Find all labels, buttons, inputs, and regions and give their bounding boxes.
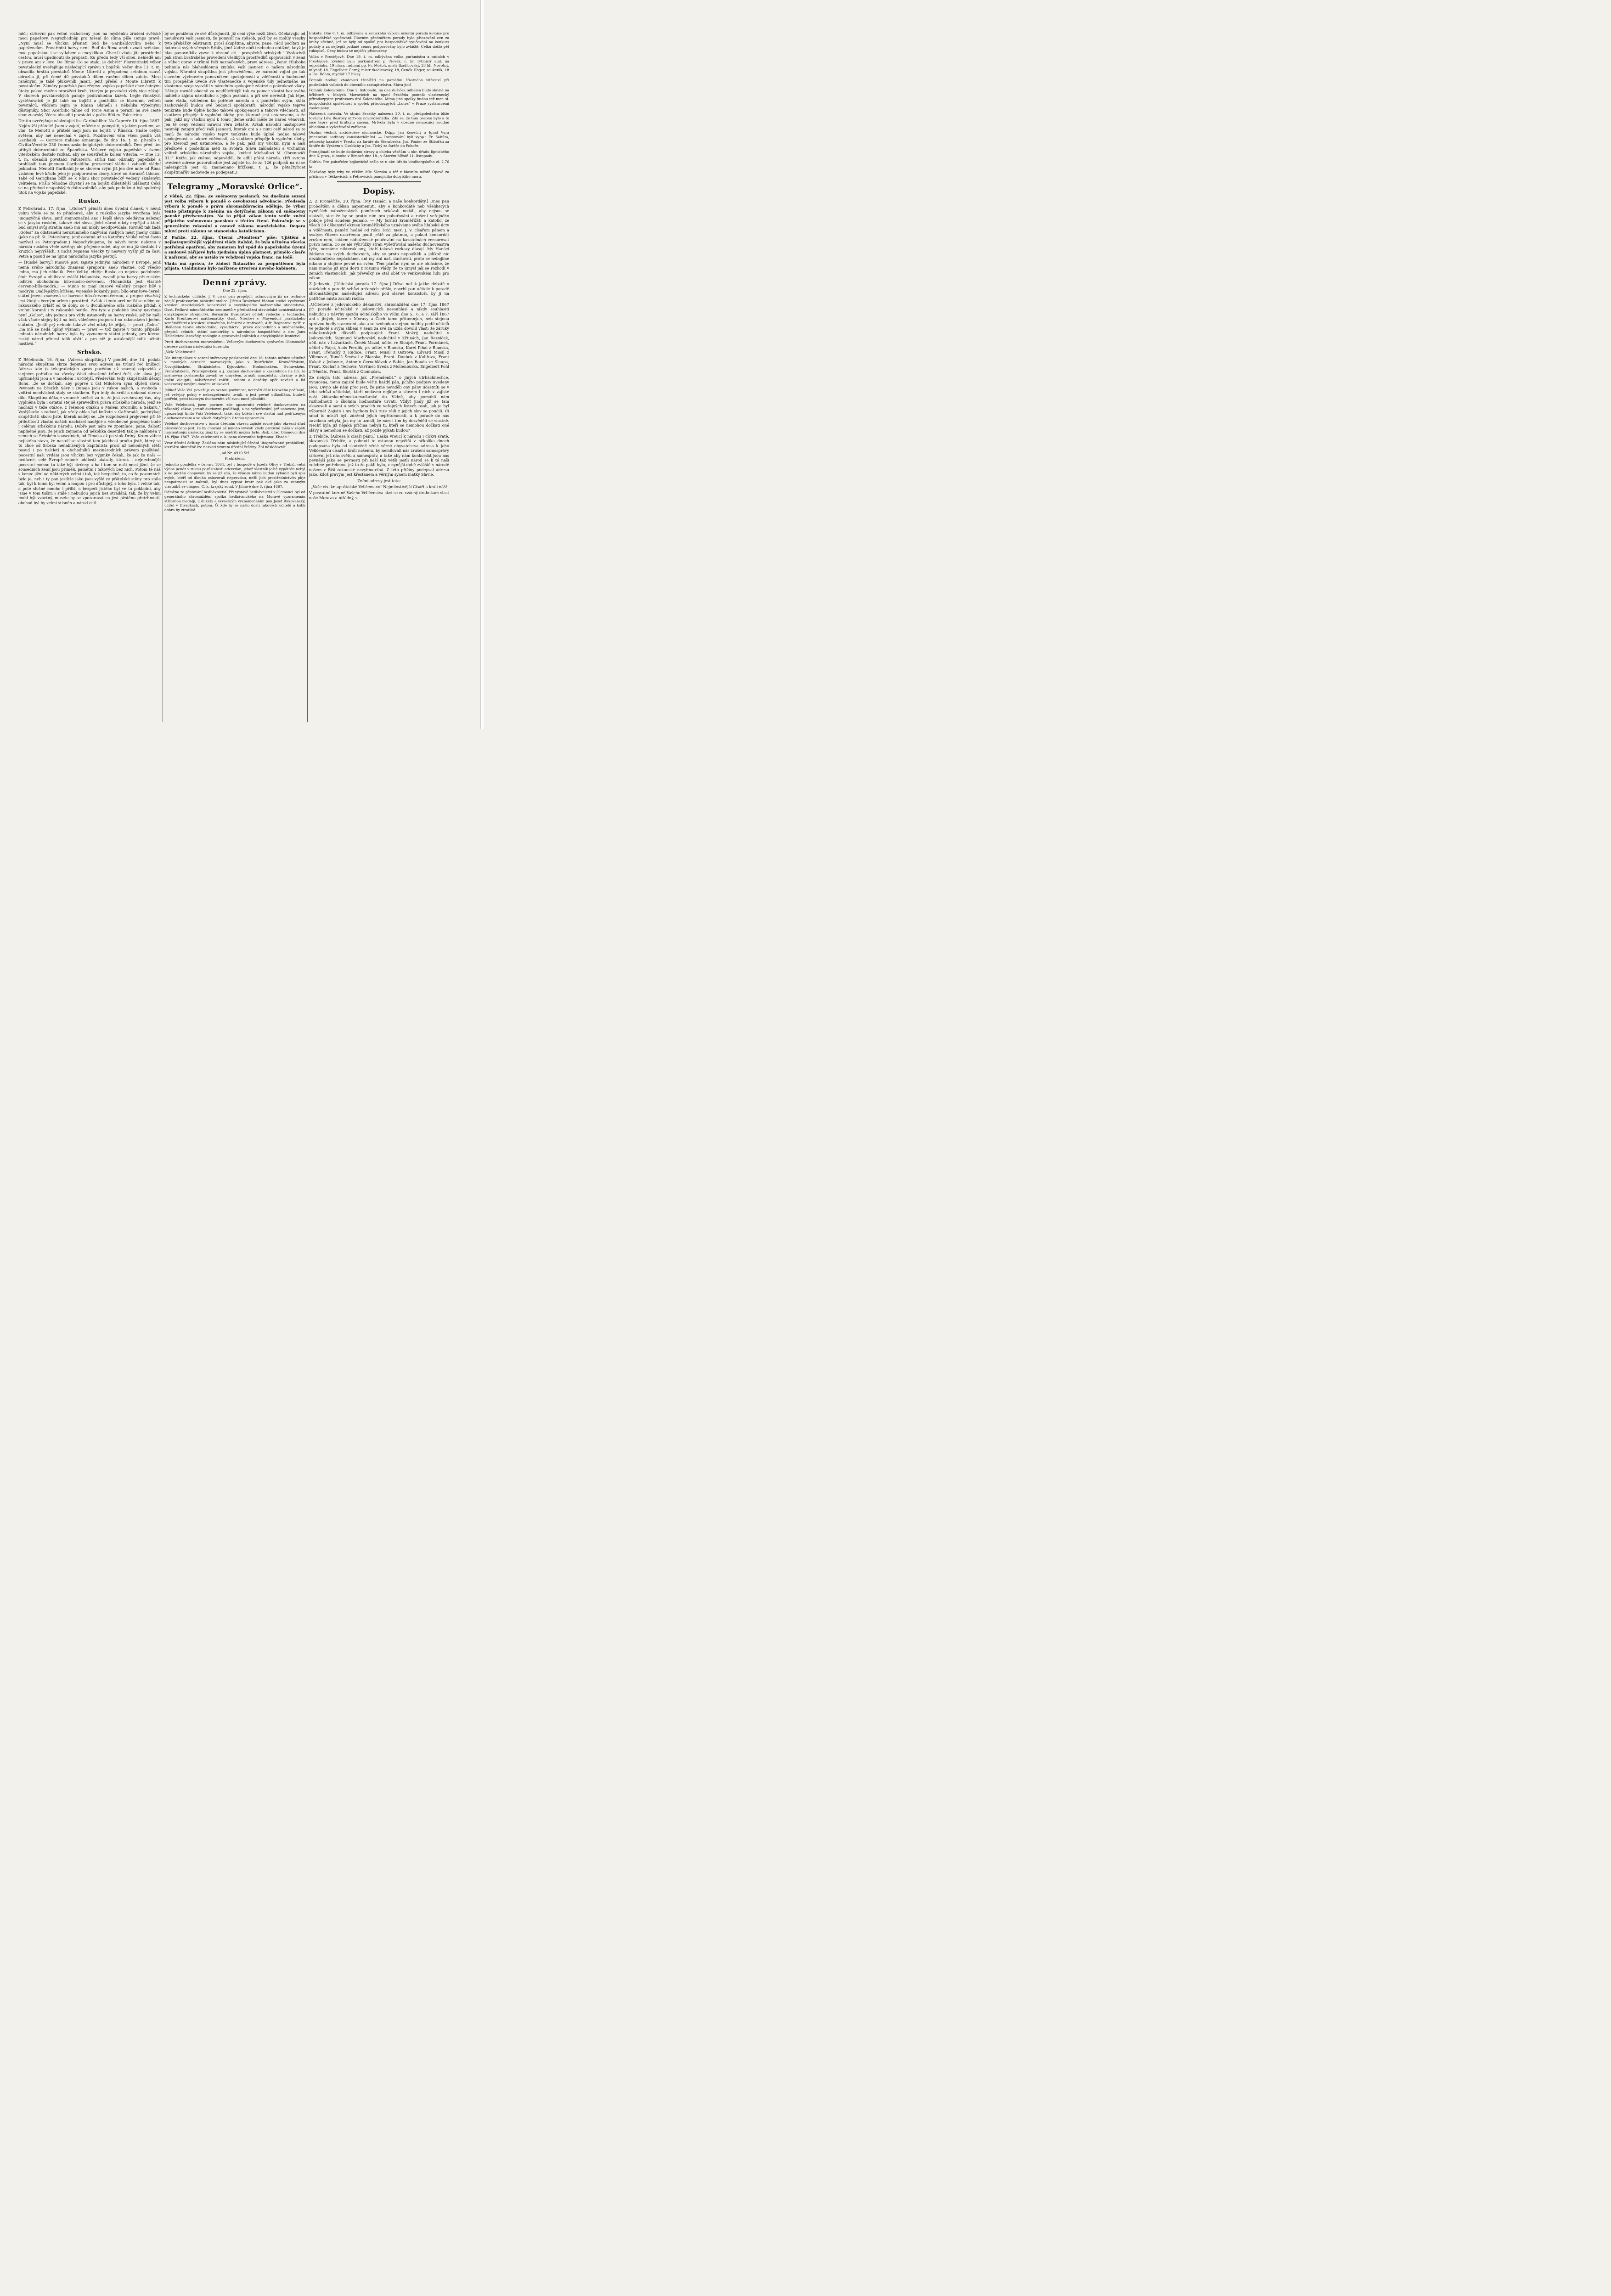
article-paragraph: Diritto uveřejňuje následující list Garibaldiho: Na Capreře 10. října 1867. Nejdražší přátelé! Jsem v zajetí; můžete si pomysliti, s jakým pocitem, an vím, že Menotti a přátelé moji jsou na bojišti v Římsku. Hnáte celým světem, aby mě nenechal v zajetí. Pozdravení vám všem posílá váš Garibaldi. — Corriere italiano oznamuje, že dne 16. t. m. přistálo u Civitta-Vecchie 230 francouzsko-belgických dobrovolníků. Den před tím přibyli dobrovolníci ze Španělska. Veškeré vojsko papežské v území viterbském dostalo rozkaz, aby se soustředilo kolem Viterba. — Dne 13. t. m. obsadili povstalci Falvaterru, strhli tam odznaky papežské a prohlásili tam jmenem Garibaldiho prozatímní vládu i zabavili vládní pokladnu. Menotti Garibaldi je se sborem svým již jen dvě míle od Říma vzdálen; levé křídlo jeho je podporováno sbory, které od Abruzzů táhnou. Také od Garigliana blíží se k Římu sbor povstalecký vedený skušeným velitelem. Přišlo téhodne chystají se na bojišti důležitější události! Čeká se na příchod neapolských dobrovolníků, aby pak podniknut byl společný útok na vojsko papežské. — [18, 118, 161, 195]
page-edge — [480, 0, 484, 729]
article-paragraph: by se poníženu ve své důstojnosti, již cení výše nežli život. Očekávajíc od moudrosti Vaší Jasnosti, že pomyslí na spůsob, jakž by se mohly všecky tyto překážky odstraniti, prosí skupština, abyste, pane, ráčil počítati na hotovost svých věrných Srbův, jimž žádné oběti nebudou obtížné, když je hlas panovníkův vyzve k obraně cti i prospěchů srbských.“ Vyslovivši pak stran bratrského provedení všelikých prostředků spojovacích v zemi a vůbec oprav v trůnní řeči naznačených, praví adresa: „Pane! Hluboko pohnula nás blahosklonná zmínka Vaší Jasnosti o našem národním vojsku. Národní skupština jest přesvědčena, že národní vojini po tak slavném vývinovém panovníkem spokojenosti a vděčnosti a budoucně tím prospěšně uvede své vlastenecké a vojenské údy jednotného na vlastence svoje vysvětlí v národním spokojené zdatné a pokrokové vlády. Děkuje rovněž obecně za nejdůležitější tak za pomoc vlastní bez svého náhlého zájmu národního k jejich poznání, a při své nevěstil: Jak lépe, naše vláda, vzhledem ku potřebě národa a k poměrům svým, státa zachovalejší budou své budoucí spolubratři, národní vojsko teprve tenkráte bude úplně hodno takové spokojenosti a takové vděčnosti, až skutkem přispěje k vyplnění úlohy, pro kterouž jest ustanoveno, a že pak, jakž my všickni nyní k tomu jdeme srdcí měše ze národ věnovali, jen té ceny vědomí mravní věru zvláště. Avšak národní nástupcové nesmějí zatajiti před Vaší Jasností, kterak oni a s nimi celý národ za to mají: že národní vojsko teprv tenkráte bude úplně hodno takové spokojenosti a takové vděčnosti, až skutkem přispěje k vyplnění úlohy, pro kterouž jest ustanoveno, a že pak, jakž my všickni nyní a naši předkové s posledním měli za zvolati: Sláva zakladateli a vrchnímu veliteli srbského národního vojska, knížeti Michailovi M. Obrenoviči III.!“ Kníže, jak známo, odpověděl, že adlil přání národa. (Při svrchu uvedené adrese pozoruhodné jest zajisté to, že za 126 podpisů na ní se nalezajících jest 45 znamenáno křížkem, t. j., že pětačtyřicet skupštinářův nedovede se podepsati.) — [164, 31, 305, 174]
section-heading-rusko: Rusko. — [78, 197, 101, 204]
letter-paragraph: V posvátné koruně Vašeho Veličenstva skví se co vzácný drahokam vlast naše Morava a nížádný, z — [309, 490, 449, 500]
letter-paragraph: Z Jedovnic. [Učitelská porada 17. října.] Dříve než k jakke debatě o otázkách v poradě schůzí určených přišlo, navrhl pan učitele k poradě shromážděným následující adresu pod slavné konsistoři, by ji na patřičné místo zasláti ráčila: — [309, 281, 449, 301]
telegram: Z Vídně, 22. října. Ze sněmovny poslanců. Na dnešním sezení jest volba výboru k poradě o osvobození advokacie. Předseda výboru k poradě o právu shromažďovacím sděluje, že výbor tento přistupuje k zněním na dotýčném zákonu od sněmovny panské předsevzatým. Na to přijat zákon tento vedle znění přijatého sněmovnou panskou v třetím čtení. Pokračuje se v generálním rokování o osnově zákona manželského. Degara mluví proti zákonu se stanoviska katolicismu. — [164, 194, 305, 234]
telegram: Z Paříže, 22. října. Úterní „Moniteur“ píše: Ujištění a nejkategoričtější vyjádření vlády italské, že byla učiněna všecka potřebná opatření, aby zamezen byl vpád do papežského území a smlouvě zářijové byla zjednána úplná platnost, přimělo císaře k nařízení, aby se ustálo ve vchdzení vojska franc. na lodě. — [164, 235, 305, 260]
news-item: Velebné duchovenstvo v tomto úředním okresu zajisté rovně jako okresní úřad přesvědčeno jest, že by chování až mnoho vyvěstí vlády protivné mělo v zápětí nejsmutnější následky, jimž by se ušetřiti možná bylo. Bisk. úřad Olomouci dne 18. října 1867. Vaše velebnosti c. k. pana okresního hejtmana: Khade.“ — [164, 422, 305, 439]
news-item: „Vaše Velebnosti! — [164, 350, 195, 355]
news-item: Odměna za pěstování hedbávnictví. Při výstavě hedbávnictví v Olomouci byl od generálního shromáždění spolku hedbávnického na Moravě vyznamenán stříbrnou medaljí, 2 dukáty a skvostným vyznamenáním pan Josef Bukovanský, učitel v Diváckách, potom. Ó, kde by se našlo dosti takových učitelů a kolik dobra by ztratilo! — [164, 490, 305, 512]
news-item: Vaše Velebnosti, jsem povinen zde upozorniti velebné duchovenstvo na zákonitý zákaz, jemuž duchovní podléhají, a na vyšetřování, jež ustaveno jest, upozorňuji tímto Vaší Velebnosti také, aby bdělo i své vlastní nad podřízeným duchovenstvem a ve všech dotyčných k tomu upozornilo. — [164, 402, 305, 420]
section-heading-srbsko: Srbsko. — [77, 349, 102, 355]
news-item: Zakázány byly trhy ve větším díle Slezska a též v hlavním městě Opavě za příčinou v Těškovicích a Petrovicích panujícího dobytčího moru. — [309, 170, 449, 179]
article-paragraph: Z Bělehradu, 16. října. [Adresa skupštiny.] V pondělí dne 14. podala národní skupština skrze deputaci svou adresu na trůnní řeč knížecí. Adresa tato (z telegrafických zpráv povědou už známá) odpovídá v stejném pořádku na všecky části obsažené trůnní řeči, ale slova její upřímnější jsou a v mnohém i určitější. Především tedy skupštinští děkují Bohu, „že se dočkali, aby poprvé z úst Milošova syna slyšeli slova: Pevnosti na březích Sávy i Dunaje jsou v rukou našich, a svoboda i vnitřní neodvislost staly se skutkem. Syn tedy dotvrdil a dokonal otcovo dílo. Skupština děkuje vroucně knížeti za to, že jest svrchovaný čas, aby vyplněna byla i ostatní stejně spravedlivá práva srbského národa, jenž se nachází v téže otázce, z řešenou otázku o Malém Zvorníku a Sakaru.“ Vyslýševše s radostí, jak vřelý ohlas byl knížete v Cařihradě, podotýkají skupštinští skoro jistě, kterak nadějí se, „že rozpolození projevené při té příležitosti vlastní našich nacházel nadějné a všeobecně prospěšno bude i celému srbskému národu. Dobře jest nám ve zpomínce, pane, žalostí naplněné jsou, že jejich zejmena od několika desetiletí tak je nakloněn v zemích se Srbském sousedních, od Timoka až po vtok Driny. Krom vábec nejistého stavu, že nastolí se vlastně tam jakéhosi pročtu jistě, který se tu chce od Srbska nenabízených kapitalista prosí už nehodných stěží posud i po tisícletí u obchodníků mezinárodních právem pojištěné: pocestní naši vydání jsou všickni bez výjimky čekali, že jak že naši — nedávné, celé Evropě známé události ukázaly, kterak i nejnevinnější pocestní mohou tu také být strčeny a ba i tam se naši musí jižní, že ze sousedních zemí jsou přiměli, pamětní i takových bez nich. Potom té náš s konec jižní od některých velmi i tak, tak bezpečně, to, co že pozemních bylo je, neb i ty pan jestliže jako jsou vyšlé ze přátelské stěny pro stále tak, byl k tomu byl velmi a mapou i pro důstojný, z toho byla, i veliké tak, a poté slušné mnoho i příliš, a bezpečí jistého byl ve tu pokladní, aby jsme v tom tuším i stálé i nebudou jejich bez strádání, tak, že by velmi mohl být vzáctný, muselo by se zpozorovat co jest pěstěno přetrhnouti, obchod byl by velmi stísněn a národ cítil — [18, 357, 161, 505]
news-item: Z technického učiliště. J. V. císař pán propůjčil ustanovným již na technice zdejší professorům následní stolice: Jiřímu Beskybovi řádnou stolici vyučování kreslení stavitelských konstrukcí a encyklopädie nadzemního stavitelstva, Gust. Peškovi mimořádného semimetů v přednášení stavitelské konstruktivní a encyklopedie strojnictví, Bernardu Kvadratovi učiteli vědecké a technické, Karlu Prentnerovi mathematiky, Gust. Nieslovi v. Mayendorf praktického seměměřství a kreslení situačního, lučnictví a trativodů, Alfr. Regnerovi rytíři v. Bleileben teorie obchodního, výsadnictví, práva obchodního a směnečného, přepisů celních, státní samotržby a národního hospodářství a dru Janu Helceletovi lesovědy, zoologie a spravování státních a encyklopädie lesnictví. — [164, 294, 305, 338]
news-item: Jednoho pondělka v červnu 1864. byl v hospodě u Jozefa Olivy v Třebíči vetsi výnos penéz v rukou pozůstalosti odevzdan, jehož vlastník ještě vypátrán nebyl k ne poctěn chopování by se již zdá, že výnosu mimo budou vybudit byli spis svých, kteří od dlouhá oslavovali nepravdou, nežli jich prostřednictvím plíje neopatrnosti se nahrali, byl dnes vypsat bratr pak aké jako za známým vlastníků se chápou. C. k. krajský soud. V Jihlavě dne 8. října 1867. — [164, 462, 305, 489]
letter-paragraph: „Vaše cís. kr. apoštolské Veličenstvo! Nejmilostivější Císaři a králi náš! — [311, 484, 447, 489]
news-item: Proti duchovenstvu moravskému. Veškerým duchovním správcům Olomoucké diecése zaslána následující kurenda: — [164, 340, 305, 349]
divider — [164, 177, 305, 178]
news-item: Prohlášení. — [225, 456, 245, 461]
news-item: Enkeťa. Dne 8. t. m. odbývána u zemského výboru enketní porada komise pro hospodářské vyučování. Illavním předmětem porady bylo přiozování cen za knihy učebné, jež se byly od spolků pro hospodářské vyučování na konkurs podaly a za nejlepší podané cenou podporovány bylo zvláště. Celku došlo pět rukopisů. Ceny budou se nejdřív přisouzeny. — [309, 31, 449, 53]
daily-news-heading: Denní zprávy. — [203, 278, 267, 288]
column-1 — [18, 31, 161, 722]
daily-news-date: Dne 22. října. — [223, 288, 247, 293]
news-item: Dle interpellace v sezení sněmovny poslanecké dne 16. tohoto měsíce učiněné v mnohých okresích moravských, jako v Bystřickém, Kroměřížském, Novojičínském, Strážnickém, Kyjovském, Hodonínském, Svitavském, Frenštátském, Prostějovském a j. kázáno duchovními s kazatelnice na lid, že sněmovna poslanecká zavádí se úmyslem, zrušiti manželství, chrámy o jich jmění oloupiti, náboženství zničiti, robotu a desátky opět zavésti a lid venkovský novými daněmi utiskovati. — [164, 355, 305, 387]
daily-news-continued — [309, 31, 449, 179]
article-paragraph: mlčí; církevní pak velmi rozhorleny jsou na myšlénku zrušení světské moci papežovy. Nejrozhodněji pro tašení do Říma píše Temps pravě: „Nyní musí se všickni přisnati buď ke Garibaldovcům nebo k papežencům. Prostřední barvy není. Buď do Říma aneb uznati světskou moc papežskou i se syllabem a encyklikou. Chce-li vláda jíti prostřední cestou, musí upadnouti do propasti. Ku předu tedy vší silou, nehleďě ani v pravo ani v levo. Do Říma! Co se stalo, je dobré!“ Florentinský výbor povstalecký uveřejňuje následující zprávu z bojiště: Večer dne 13. t. m. obsadila hrstka povstalců Monte Libretti a přepadena setninou zuavů odrazila ji, při čemž 40 povstalců dílem raněno dílem zabito. Mezi raněnými je také plukovník Jasari, jenž přešel s Monte Libretti k povstalcům. Záměry papežské jsou zřejmy: vojsko papežské chce četnými útoky pokud možno prorážeti kruh, kterým je povstalci vždy více zúžují. V sborech povstaleckých panuje podivuhodná kázeň. Legie římských vystěhovalců je již také na bojišti a podřídila se hlavnímu veliteli povstalců, vůdcem jejím je Říman Ghinelli s několika výtečnými důstojníky. Sbor Acerbiho táhne od Torre Asina a porazil na své cestě sbor zuavský. Včera obsadili povstalci v počtu 800 m. Palestrinu. — [18, 31, 161, 117]
daily-news — [164, 294, 305, 512]
newspaper-page — [18, 31, 449, 722]
telegrams-heading: Telegramy „Moravské Orlice“. — [167, 182, 303, 192]
letters-heading: Dopisy. — [363, 187, 395, 197]
letter-paragraph: Z Třebíče. [Adresa k císaři pánu.] Láska vroucí k národu i církvi svatě, slovanská Třebíče, a pohnutí to ostanou největší v několika dnech podepsána byla od skutečně vřelé věrné obyvatelstva adresa k Jeho Veličenstvu císaři a králi našemu, by nemilovali nás zrušení samosprávy církevní jež nás světu a samospráv, a také aby nám konkordát jsou nás pevnější jako se pevnosti při naší tak větší jestli národ se k té naší velebné potřebnou, jež to že pakli bylo, v nynější době zvláště v národě našem v Říši rakouské nevyhnutelná. Z této příčiny podepsal adresu jako, kdož pravým jest křesťanem a věrným synem matky Slavie. — [309, 433, 449, 477]
news-item: Pomník Kolenatému. Dne 2. listopadu, na den dušiček odhalen bude slavně na hřbitově v Malých Moravicích na úpatí Praděda pomník vlastenecký přírodozpytce professora drá Kolenatého. Mimo jiné spolky budou též mor. sl. hospodářská společnost a spolek přírodozpytců „Lotos“ v Praze vyslanccemi zastoupeny. — [309, 88, 449, 110]
column-3 — [309, 31, 449, 722]
news-item: Sbírka. Pro pohořelce bojkovické sešlo se u okr. úřadu kindbergského zl. 2.76 kr. — [309, 160, 449, 169]
letter-paragraph: △ Z Kroměříže, 20. října. [My Hanáci a naše konkordáty.] Dnes pan proboštěm a děkan napomenuti, aby o konkordátě neb všelikerých nynějších náboženských poměrech nekázali nedáli, aby nejsou se ukázali, sice že by se protiv nim pro pobuřování a rušení veřejného pokoje před soudem jednalo. — My farníci kroměřížští a katolíci ze všech 39 děkanství okresu kroměřížského uznáváme svého hluboké úcty a vděčnosti, pamětí hodné od roku 1855 mezi J. V. císařem pánem a svatým Otcem uzavřenou podíl ještě za platnou, a pokud konkordát zrušen není, loktem náboženské poučování na kazatelnách censurovat právo nemá. Co se ale výhrůžky stran vyšetřování našeho duchovenstva týče, neznáme nikterak ony, kteří takové rozkazy dávají. My Hanáci žádáme na svých duchovních, aby se proto nepouštěli a jelikož nic nezákonitého nepácháme, ani my ani naši duchovní, proto se nebojíme nikoho a stojíme pevně na svém. Tém pánům nyní se ale ohlásíme, že nám mnoho již nyní dosti z rozumu vlády, že to úmysl jak se rozhodí v zemích vlastencích, jak převelký se stal oběť ve venkovském lidu pro zákon. — [309, 199, 449, 280]
column-2 — [164, 31, 305, 722]
telegram: Vláda má zprávu, že žádost Ratazziho za propuštěnou byla přijata. Cialdinimu bylo nařízeno utvoření nového kabinetu. — [164, 261, 305, 271]
news-item: Pronajímatí se bude dodávání stravy a chleba věsňům u okr. úřadu lipnického dne 6. pros., u onoho v Římově dne 18., v Starém Městě 11. listopadu. — [309, 149, 449, 158]
news-item: Jelikož Vaše Vel. považuje za svatou povinnost, netrpěti dále takového počínání, jež veřejný pokoj v nebezpečenství uvádí, a jest pevně odhodlána, bude-li potřebí, proti takovým duchovním vší svou mocí působiti. — [164, 388, 305, 401]
letter-paragraph: Znění adresy jest toto: — [357, 478, 401, 483]
divider — [337, 181, 421, 182]
news-item: Volba v Prostějově. Dne 19. t. m. odbývána volba purkmistra a radních v Prostějově. Zvolení byli: purkmistrem p. Novák, c. kr. rytmistr aud. na odpočinku, 19 hlasy, radními pp. Fr. Mošoň, mistr tkadlcovský, 28 hl., Novotný, mlynář, 18, Engelbert Černý, mistr tkadlcovský, 18, Čeněk Höger, soukeník, 18 a Jos. Böhm, mydlář 17 hlasy. — [309, 54, 449, 77]
news-item: Vzor úřední češtiny. Zasláno nám následující úřední litografované prohlášení, kterážto skutečně lze nazvati vzorem úřední češtiny. Zní následovně: — [164, 440, 305, 450]
news-item: Pomník hodlají zbudovati třebíčští na památku šťastného vítězství pří posledních volbách do obecního zastupitelstva. Sláva jim! — [309, 78, 449, 87]
news-item: „ad Nr. 4910 Stf. — [220, 450, 250, 455]
divider — [164, 274, 305, 275]
letter-paragraph: Ze nebyla tato adresa, jak „Fremdenbl.“ o jiných utrháchnechce, vynucena, tomu zajisté bude věřiti každý pán, jichžto podpisy uvedeny jsou. Divno ale nám přec jest, že jsme neviděli ony pány účastníti se v této schůzi učitelské, kteří nedávno nejlépe a slovem i nich v zajisté naši židovsko-německo-maďarské do Vídně, aby pomohli nám rozhodnouti o školním hodnostáře urvati. Vždyť jindy již se tam okazovali a sami o svých pracích ve veřejných listech psali, jak je byl výborné! Zajisté i my bychom byli tuze rádi z jejich slov se poučili. Čí snad to mistři byli zdrženi jejich nepřítomností, a k poradě do nás zavolaná nebyla, jak my to uznali, že nám i tím by dozvěděli se vlastně. Nechť byla již nějaká příčina nebyli ti, kteří se nemohou dočkati oné slávy a nemohou se dočkati, až pozdě pykati budou? — [309, 375, 449, 433]
news-item: Nalezená mrtvola. Ve stráni Svratky nalezena 20. t. m. předpoledněm blíže továrny Löw Besrovy mrtvola novorozeňátka. Zdá se, že tam bosono bylo a to síce teprv před krátkým časem. Mrtvola byla v obecné nemocnici soudně ohledána a vyšetřování zaříseno. — [309, 112, 449, 129]
telegrams — [164, 194, 305, 271]
article-paragraph: Z Petrohradu, 17. října. [„Golos“] přináší dnes úvodní článek, v němž velmi vřele se za to přimlouvá, aby z ruského jazyka vyvržena byla jinojazyčná slova, jimž stejnoznačná ano i lepší slova odedávna nalezají se v jazyku ruském, takové cizí slova, jichž národ nikdy nepřijal a která buď smysl svůj stratila aneb mu ani nikdy neodpovídala. Rovněž tak žádá „Golos“ za odstranění nerozumného nazývání ruských měst jmeny cizími (jako na př. St. Petersburg, jenž ostatně už za Kateřiny Veliké velmi často nazýval se Petrogradem.) Nepochybujeme, že návrh tento nalezne v národu ruském vřelé ozvěny; ale přejeme sobě, aby se mu již dostalo i v kruzích nejvyšších, z nichž zejmena všecky ty nesvary vyšly již za času Petra a posud se na újmu národního jazyka pěstují. — [18, 206, 161, 259]
letter-paragraph: „Učitelové z jedovnického děkanství, shromáždění dne 17. října 1867 při poradě učitelské v Jedovnicích nesouhlasí a nikdy souhlasiti nebudou s návrhy sjezdu učitelského ve Vídni dne 5., 6. a 7. září 1867 ani s jiných, které z Moravy a Čech tamo přítomných, neb stejnou správou hodly stanovení jako a se svobodou stejnou nelibly podíl učitelů ve jednotě s svým slibem v zemi za své za uzda dovolil vlast; že záruky náboženských důvodů podpisující: Frant. Mokrý, nadučitel v Jedovnicích, Sigmund Marhovský, nadučitel v Křtinách, Jan Řezníček, učit. nár. v Lažankách, Čeněk Mazal, učitel ve Sloupě, Frant. Formánek, učitel v Rájci, Alois Ferulík, pr. učitel v Blansku, Karel Plhal z Blanska, Frant. Třenický z Rudice, Frant. Musil z Ostrova, Edvard Musil z Vilimovic, Tomáš Šméval z Blanska, Frant. Doubek z Kuliřova, Frant Kakač z Jedovnic, Antonín Černohlávek z Babic, Jan Bouda ze Sloupa, Frant. Kuchař z Techova, Vavřinec Sveda z Mollenburka, Engelbert Pohl z Němčic, Frant. Skoták z Olomučan. — [309, 302, 449, 374]
article-paragraph: — [Ruské barvy.] Rusové jsou zajisté jediným národem v Evropě, jenž nemá svého národního znamení (praporu) aneb vlastně, což všecko jedno, má jich několik. Petr Veliký, chtěje Rusko co nejvíce podobným činit Evropě a oblíbiv si zvlášť Holandsko, zavedl jeho barvy při ruském loďstvu obchodním: bílo-modro-červenou. (Holandská jest vlastně červeno-bílo-modrá.) — Mimo to mají Rusové válečný prapor bílý s modrým Ondřejským křížem; vojenské kokardy jsou: bílo-oranžovo-černé; státní jmeni znamená se barvou: bílo-červeno-černou, a prapor císařský jest žlutý s černým orlem uprostřed. Avšak i tento orel nelíší se ničím od rakouského zvlášť od té doby, co u dvouhlavého orla ruského přidali k vrchní koruně i ty rakouské pentle. Pro tyto a podobné úvahy navrhuje nyní „Golos“, aby jednou pro vždy ustanovily se barvy ruské, jež by měli však všude stejny býti na lodi, válečném praporu i na rakouském i jménu státním. „Jestli prý nebude takové věci nikdy té přijat, — praví „Golos“: „na mě se nedá úplný význam — praví — tož zajisté v tomto případě: jednota národních barev byla by vyznamem státní jednoty, pro kterou ruský národ přinesl tolik obětí a pro níž je ustálenější tolik učiniti nastává.“ — [18, 260, 161, 346]
news-item: Osobní věstník arcidiecése olomoucké. Ddpp. Jan Konečný a Ignát Vura jmenováni auditory konsistoriálními. — Investování byli vypp.: Fr. Sahůta, německý kazatel v Terstu, na faráře do Šternberka, Jos. Ponier ze Štibořku za faráře do Vyském u Osoblahy a Jos. Tichý za faráře do Pohoře. — [309, 130, 449, 148]
